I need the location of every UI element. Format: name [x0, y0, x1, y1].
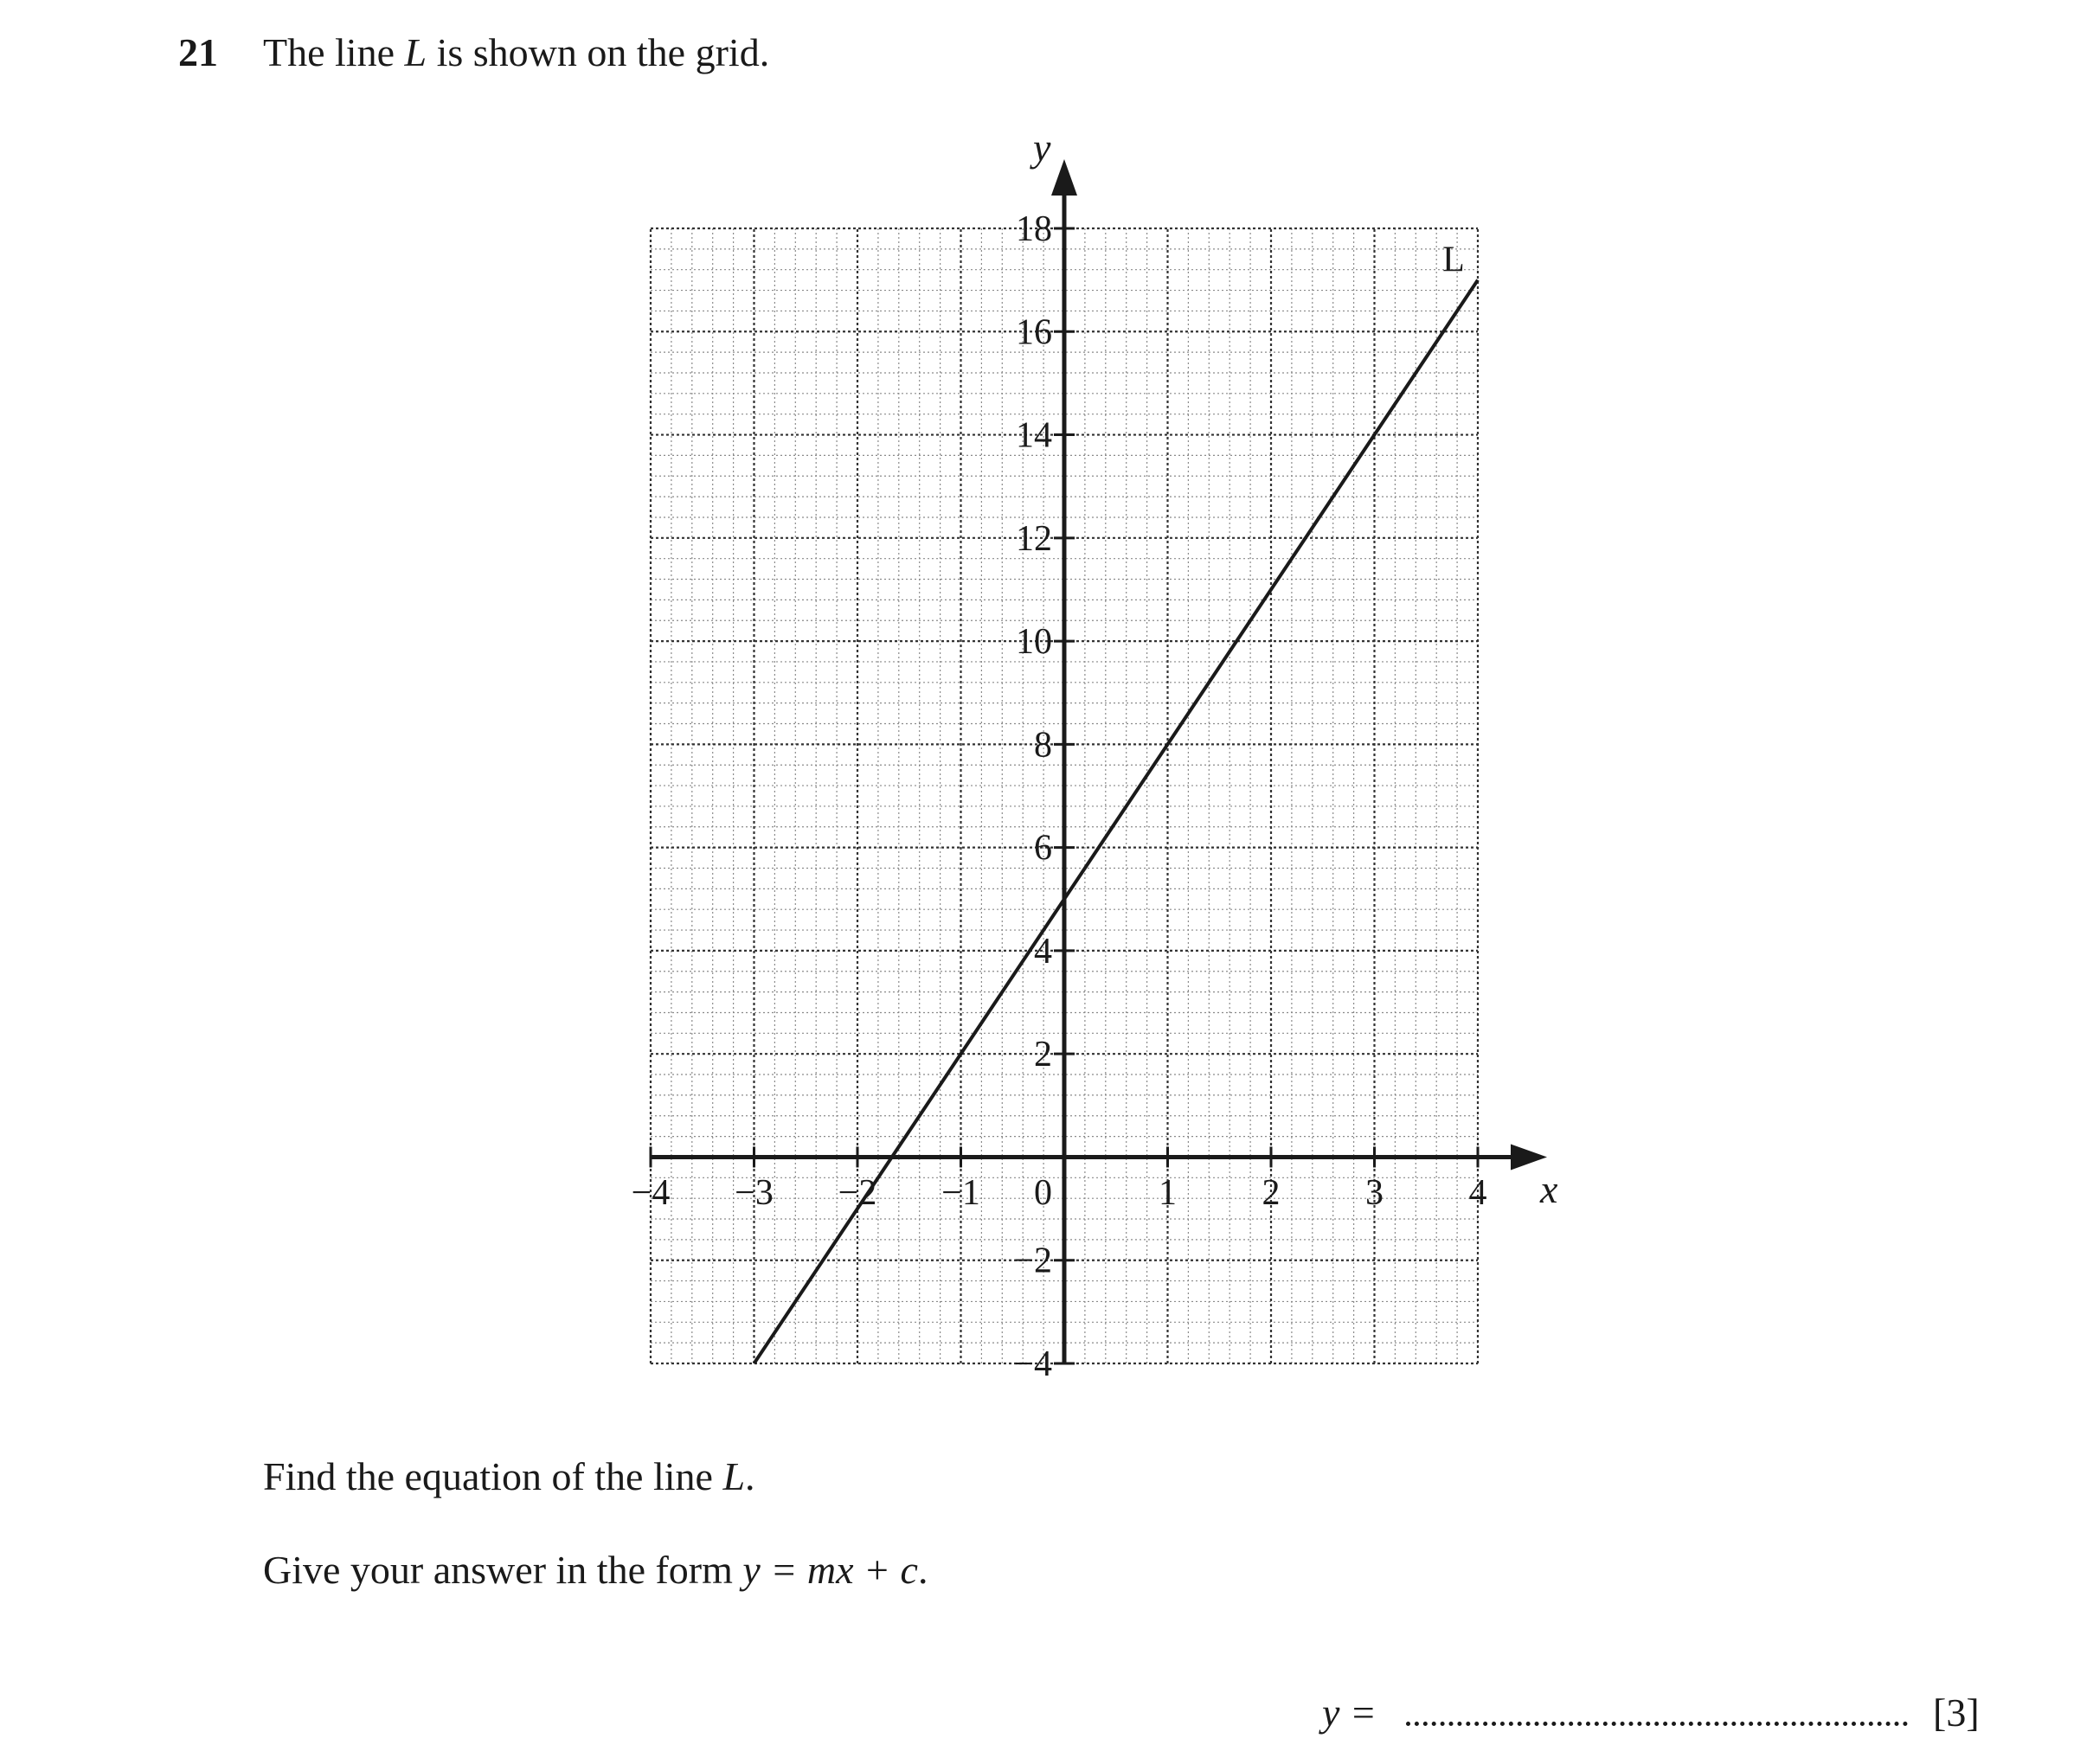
y-tick-label: 14	[1016, 415, 1052, 456]
y-tick-label: 16	[1016, 312, 1052, 353]
y-tick-label: 18	[1016, 209, 1052, 249]
question-stem-variable: L	[404, 30, 427, 74]
x-tick-label: −2	[838, 1173, 877, 1213]
question-stem-suffix: is shown on the grid.	[427, 30, 770, 74]
instruction-1-variable: L	[722, 1454, 746, 1498]
y-tick-label: 4	[1034, 931, 1052, 972]
marks-indicator: [3]	[1933, 1690, 1980, 1735]
instruction-find-equation	[263, 1454, 755, 1498]
instruction-2-suffix: .	[917, 1548, 928, 1592]
question-number: 21	[178, 30, 218, 74]
instruction-answer-form	[263, 1550, 928, 1590]
x-axis-arrow	[1511, 1144, 1547, 1170]
y-tick-label: 12	[1016, 518, 1052, 559]
x-axis-label: x	[1540, 1167, 1558, 1211]
x-tick-label: 2	[1262, 1173, 1281, 1213]
instruction-1-suffix: .	[745, 1454, 755, 1498]
x-tick-label: 0	[1034, 1173, 1052, 1213]
y-axis-label: y	[1033, 125, 1051, 170]
instruction-2-formula: y = mx + c	[742, 1548, 918, 1592]
tick-labels	[632, 125, 1558, 1384]
y-tick-label: −2	[1013, 1241, 1052, 1281]
instruction-2-prefix: Give your answer in the form	[263, 1548, 743, 1592]
x-tick-label: −1	[941, 1173, 980, 1213]
x-tick-label: 1	[1159, 1173, 1177, 1213]
series-label-L: L	[1442, 240, 1465, 280]
question-stem-prefix: The line	[263, 30, 405, 74]
instruction-1-prefix: Find the equation of the line	[263, 1454, 723, 1498]
answer-label	[1322, 1690, 1377, 1735]
y-axis-arrow	[1051, 159, 1077, 196]
x-tick-label: 3	[1365, 1173, 1384, 1213]
y-tick-label: 8	[1034, 725, 1052, 766]
x-tick-label: −3	[735, 1173, 774, 1213]
x-tick-label: 4	[1468, 1173, 1487, 1213]
y-tick-label: 2	[1034, 1035, 1052, 1075]
answer-input-line[interactable]	[1406, 1696, 1908, 1726]
y-tick-label: 6	[1034, 828, 1052, 869]
x-tick-label: −4	[631, 1173, 671, 1213]
answer-label-text: y =	[1322, 1690, 1377, 1735]
answer-row	[1322, 1690, 1908, 1735]
axes	[651, 159, 1547, 1363]
y-tick-label: −4	[1013, 1344, 1052, 1384]
y-tick-label: 10	[1016, 622, 1052, 663]
